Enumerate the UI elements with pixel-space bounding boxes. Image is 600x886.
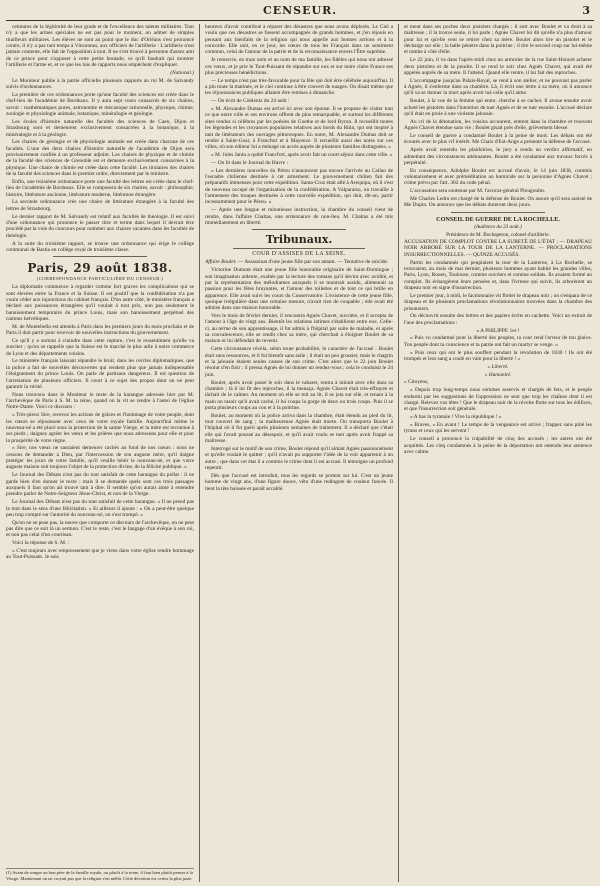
article-paragraph: « Les dernières nouvelles du Pérou n'annoncent pas encore l'arrivée au Callao de l'escadre chilienne destinée à cet armement. Le gouvernement chilien fait des préparatifs immenses pour cette expédition. Santa-Cruz était allé à Arequipa, où il s'est de nouveau occupé de l'organisation de la confédération. A Valparaiso, on travaille à l'armement des troupes destinées à cette nouvelle expédition, qui doit, dit-on, partir incessamment pour le Pérou. » — [205, 167, 393, 206]
article-paragraph: Le dernier rapport de M. Salvandy est relatif aux facultés de théologie. Il est suivi d'une ordonnance qui prononce le passer titre et terme dans lequel il devrait être procédé par la voie du concours pour nommer aux chaires vacantes dans les facultés de théologie. — [6, 213, 194, 239]
article-paragraph: Cette circonstance révéla, selon toute probabilité, le caractère de l'accusé : Boulet était sans ressources, et il fut bientôt sans asile ; il était un peu grossier, mais le chagrin et la jalousie étaient seules causes de son crime. C'est alors que le 22 juin Boulet résolut d'en finir ; il pressa Agnès de lui donner un rendez-vous ; cela le conduisit le 24 juin. — [205, 346, 393, 378]
article-paragraph: Le Moniteur publie à la partie officielle plusieurs rapports au roi M. de Salvandy suivis d'ordonnances. — [6, 77, 194, 91]
article-paragraph: Nous trouvons dans le Moniteur le texte de la harangue adressée hier par M. l'archevêque de Paris à S. M. la reine, quand on la vit se rendre à l'autel de l'église Notre-Dame. Voici ce discours : — [6, 391, 194, 411]
dateline-heading: Paris, 29 août 1838. — [27, 261, 173, 276]
article-paragraph: Interrogé sur le motif de son crime, Boulet répond qu'il aimait Agnès passionnément et qu'elle voulait le quitter ; qu'il n'avait pu supporter l'idée de la voir appartenir à un autre ; que dans cet état il a commis le crime dont il est accusé. Il témoigne un profond repentir. — [205, 445, 393, 471]
article-paragraph: « Braves, » En avant ! Le temps de la vengeance est arrivé ; frappez sans pitié les tyrans et ceux qui les servent ! — [404, 422, 592, 435]
article-paragraph: Les chaires de géologie et de physiologie animale est créée dans chacune de ces facultés. L'une des deux chaires d'histoire naturelle de l'académie de Dijon sera provisoirement confiée à un professeur adjoint. Les chaires de physique et de chimie de la faculté des sciences de Grenoble est et demeure exclusivement consacrées à la physique. Une chaire de chimie est créée dans cette faculté. Les titulaires des chaires de la faculté des sciences dans le premier ordre, directement par le ministre. — [6, 139, 194, 178]
article-paragraph: Après avoir entendu les plaidoiries, le jury a rendu un verdict affirmatif, en admettant des circonstances atténuantes. Boulet a été condamné aux travaux forcés à perpétuité. — [404, 147, 592, 166]
column-divider-1 — [199, 24, 200, 882]
correspondence-subheading: (CORRESPONDANCE PARTICULIÈRE DU CENSEUR.) — [36, 276, 164, 282]
article-paragraph: Les écoles d'histoire naturelle des facultés des sciences de Caen, Dijon et Strasbourg sont et demeurent exclusivement consacrées à la botanique, à la minéralogie et à la géologie. — [6, 118, 194, 138]
article-paragraph: Le 22 juin, il va dans l'après-midi chez un armurier de la rue Saint-Honoré acheter deux pistolets et de la poudre. Il se rend le soir chez Agnès Chavet, qui avait été appelée auprès de sa mère. Il l'attend. Quand elle rentre, il lui fait des reproches. — [404, 57, 592, 76]
proclamation-motto: « Liberté. — [487, 363, 509, 370]
article-paragraph: La diplomatie commence à regarder comme fort graves les complications qui se sont élevées entre la France et la Suisse. Il est positif que la confédération n'a pas voulu céder aux injonctions du cabinet français. D'un autre côté, le ministère français a déclaré aux puissances étrangères qu'il voulait à tout prix, non pas seulement le bannissement temporaire du prince Louis, mais son bannissement perpétuel des cantons helvétiques. — [6, 284, 194, 322]
article-paragraph: Parmi les condamnés qui peuplaient la tour de la Lanterne, à La Rochelle, se trouvaient, au mois de mai dernier, plusieurs hommes ayant habité les grandes villes, Paris, Lyon, Rouen, Toulouse, comme ouvriers et comme soldats. Ils avaient formé un complot. Ils échangèrent leurs pensées et, dans l'ivresse qui suivit, ils arborèrent un drapeau noir en signe d'insurrection. — [404, 259, 592, 291]
article-paragraph: Boulet, au moment où la police arriva dans la chambre, était étendu au pied du lit, tout couvert de sang ; la malheureuse Agnès était morte. On transporta Boulet à l'hôpital où il fut guéri après plusieurs semaines de traitement. Il a déclaré que c'était elle qui l'avait poussé au désespoir, et qu'il avait voulu se tuer après avoir frappé sa maîtresse. — [205, 412, 393, 445]
section-separator — [233, 248, 365, 249]
presidence-line: Présidence de M. Bochaperon, colonel d'artillerie. — [446, 231, 550, 238]
proclamation-motto: « Humanité. — [484, 371, 512, 378]
article-paragraph: La première de ces ordonnances porte qu'une faculté des sciences est créée dans le chef-lieu de l'académie de Bordeaux. Il y aura sept cours consacrés de six chaires, savoir : mathématiques pures, astronomie et mécanique rationnelle, physique, chimie, zoologie et physiologie animale, botanique, minéralogie et géologie. — [6, 91, 194, 117]
accusation-heading: ACCUSATION DE COMPLOT CONTRE LA SURETÉ DE L'ÉTAT ; — DRAPEAU NOIR ARBORÉ SUR LA TOUR DE LA LANTERNE. — PROCLAMATIONS INSURRECTIONNELLES. — QUINZE ACCUSÉS. — [404, 239, 592, 258]
article-paragraph: Boulet, après avoir passé le soir dans le cabaret, rentra à minuit avec elle dans sa chambre ; là il lui fit des reproches, il la menaça. Agnès Chavet était très-effrayée et tâchait de le calmer. Au moment où elle se mit au lit, il se jeta sur elle, et tenant à la main un rasoir qu'il avait caché, il lui coupa la gorge de deux ou trois coups. Puis il se porta plusieurs coups au cou et à la poitrine. — [205, 379, 393, 411]
article-paragraph: M. de Montebello est attendu à Paris dans les premiers jours du mois prochain et de Paris il doit partir pour recevoir de nouvelles instructions du gouvernement. — [6, 323, 194, 337]
audience-date: (Audience du 23 août.) — [474, 224, 522, 231]
newspaper-title: CENSEUR. — [262, 4, 338, 17]
masthead — [8, 4, 592, 20]
article-paragraph: Voici la réponse de S. M. : — [12, 540, 70, 547]
article-paragraph: « Sire, nos vœux ne sauraient demeurer cachés au fond de nos cœurs : nous ne cessons de demander à Dieu, par l'intercession de son auguste mère, qu'il daigne protéger les jours de votre famille, qu'il veuille bénir le nouveau-né, et que votre auguste maison soit toujours l'objet de la protection divine, de la félicité publique. » — [6, 445, 194, 471]
article-paragraph: Qu'on ne se pose pas, la neuve que comporte ce discours de l'archevêque, on ne peut pas dire que ce soit là un sermon. C'est le reste, c'est le langage d'un évêque à son roi, et non pas celui d'un courtisan. — [6, 519, 194, 539]
section-separator — [252, 229, 346, 230]
proclamation-heading: « A PHILIPPE 1er ! — [476, 327, 520, 334]
article-paragraph: Enfin, une troisième ordonnance porte une faculté des lettres est créée dans le chef-lieu de l'académie de Bordeaux. Elle se composera de six chaires, savoir : philosophie, histoire, littérature ancienne, littérature moderne, littérature étrangère. — [6, 178, 194, 198]
article-paragraph: Le Journal des Débats n'est pas du tout satisfait de cette harangue. « Il ne prend pas le mot dans le sens d'une félicitation. » Et ailleurs il ajoute : « On a peut-être quelque peu trop compté sur l'autorité du nouveau-né, on s'est trompé. » — [6, 499, 194, 518]
article-paragraph: Dès que l'accusé est introduit, tous les regards se portent sur lui. C'est un jeune homme de vingt ans, d'une figure douce, vêtu d'une redingote de couleur foncée. Il tient la tête baissée et paraît accablé. — [205, 472, 393, 492]
article-paragraph: et meut dans ses poches deux pistolets chargés ; il sort avec Boulet et va droit à sa maîtresse ; il la trouve seule, il lui parle ; Agnès Chavet lui dit qu'elle n'a plus d'amour pour lui et qu'elle veut se retirer chez sa mère. Boulet alors tire un pistolet et le décharge sur elle ; la balle pénètre dans la poitrine ; il tire le second coup sur lui-même et tombe à côté d'elle. — [404, 24, 592, 56]
article-paragraph: A la suite du troisième rapport, se trouve une ordonnance qui érige le collège communal de Bastia en collège royal de troisième classe. — [6, 240, 194, 253]
article-paragraph: On découvrit ensuite des lettres et des papiers écrits en cachette. Voici un extrait de l'une des proclamations : — [404, 313, 592, 326]
article-paragraph: La seconde ordonnance crée une chaire de littérature étrangère à la faculté des lettres de Strasbourg. — [6, 199, 194, 212]
court-heading: COUR D'ASSISES DE LA SEINE. — [252, 251, 346, 258]
article-paragraph: « Puis ceux qui ont le plus souffert pendant la révolution de 1830 ! Ils ont été trompés et leur sang a coulé en vain pour la liberté ! » — [404, 349, 592, 362]
article-paragraph: Ce qu'il y a surtout à craindre dans cette rupture, c'est le ressentiment qu'elle va susciter ; qu'on se rappelle que la Suisse est le marché le plus utile à notre commerce de Lyon et des départements voisins. — [6, 337, 194, 357]
column-1 — [6, 24, 194, 884]
article-paragraph: « M. Jules Janin a quitté Francfort, après avoir fait un court séjour dans cette ville. » — [211, 152, 393, 159]
article-paragraph: — On écrit de Coblentz du 24 août : — [211, 98, 290, 105]
proclamation-salutation: « Citoyens, — [404, 379, 429, 386]
conseil-heading: CONSEIL DE GUERRE DE LA ROCHELLE. — [436, 215, 560, 223]
article-paragraph: « Depuis trop long-temps nous sommes asservis et chargés de fers, et le peuple endormi par les suggestions de l'oppression ne sent que trop les chaînes dont il est chargé. Relevez vos têtes ! Que le drapeau noir de la révolte flotte sur tous les édifices, et que l'insurrection soit générale. — [404, 387, 592, 413]
article-paragraph: L'accompagne jusqu'au Palais-Royal, se rend à son atelier, et ne pouvant pas parler à Agnès, il s'enferme dans sa chambre. Là, il écrit une lettre à sa mère, où il annonce qu'il va se donner la mort après avoir tué celle qu'il aime. — [404, 77, 592, 97]
footnote: (1) Avant de songer au bon père de la famille royale, ou plutôt à la reine, il faut bien plutôt penser à la Vierge. Maintenant on ne croyait pas que la religion s'en mêlât. Cette dévotion est certes la plus juste. — [6, 870, 193, 881]
article-paragraph: — Le temps n'est pas très-favorable pour la fête qui doit être célébrée aujourd'hui. Il a plu toute la matinée, et le ciel continue à être couvert de nuages. On disait même que les réjouissances publiques allaient être remises à dimanche. — [205, 77, 393, 97]
article-paragraph: Au cri de la détonation, les voisins accourent, entrent dans la chambre et trouvent Agnès Chavet étendue sans vie ; Boulet gisait près d'elle, grièvement blessé. — [404, 118, 592, 132]
article-paragraph: — Après une longue et minutieuse instruction, la chambre du conseil vient de rendre, dans l'affaire Chaltas, une ordonnance de non-lieu. M. Chaltas a été mis immédiatement en liberté. — [205, 207, 393, 226]
article-paragraph: En conséquence, Adolphe Boulet est accusé d'avoir, le 14 juin 1838, commis volontairement et avec préméditation un homicide sur la personne d'Agnès Chavet ; crime prévu par l'art. 302 du code pénal. — [404, 167, 592, 187]
article-paragraph: Me Charles Ledru est chargé de la défense de Boulet. On assure qu'il sera assisté de Me Dupin. On annonce que les débats dureront deux jours. — [404, 196, 592, 209]
article-paragraph: Victorine Dumont était une jeune fille honorable originaire de Saint-Domingue ; son imagination ardente, exaltée par la lecture des romans qu'il devint avec avidité, et par la représentation des mélodrames auxquels il se montrait assidu, alimentait sa passion pour les fêtes bruyantes, et l'amour des toilettes et de tout ce qui brille en apparence. Elle avait suivi les cours du Conservatoire. L'existence de cette jeune fille, quoique irrégulière dans une certaine mesure, n'avait rien de coupable ; elle avait été admise dans une maison honorable. — [205, 267, 393, 312]
article-paragraph: L'accusation sera soutenue par M. l'avocat-général Plougoulm. — [410, 188, 546, 195]
article-paragraph: heureux d'avoir contribué à réparer des désastres que nous avons déplorés. Le Ciel a voulu que ces désastres se fussent accompagnés de grands hommes, et j'en réjouis en pensant aux bienfaits de la religion qui nous appelle aux bonnes actions et à la concorde. Elle unit, en ce jour, les cœurs de tous les Français dans un sentiment commun, celui de l'amour de la patrie et de la reconnaissance envers l'Être suprême. — [205, 24, 393, 56]
article-paragraph: Le premier jour, à midi, le factionnaire vit flotter le drapeau noir ; on s'empara de ce drapeau et de plusieurs proclamations révolutionnaires trouvées dans la chambre des prisonniers. — [404, 292, 592, 312]
section-separator — [451, 212, 545, 213]
article-paragraph: « C'est toujours avec empressement que je viens dans votre église rendre hommage au Tout-Puissant. Je suis — [6, 548, 194, 561]
article-paragraph: Le conseil a prononcé la culpabilité de cinq des accusés ; les autres ont été acquittés. Les cinq condamnés à la peine de la déportation ont entendu leur sentence avec calme. — [404, 436, 592, 455]
article-paragraph: « Très-pieux Sire, recevez les actions de grâces et l'hommage de votre peuple, dont les cœurs se réjouissent avec ceux de votre royale famille. Aujourd'hui même le nouveau-né a été placé sous la protection de la sainte Vierge, et la mère est reconnue à ses pieds ; daignez agréer les vœux et les prières que nous adressons pour elle et pour la prospérité de votre règne. — [6, 412, 194, 444]
header-rule — [6, 20, 594, 21]
column-3 — [404, 24, 592, 884]
tribunaux-heading: Tribunaux. — [265, 233, 333, 247]
article-paragraph: « A bas la tyrannie ! Vive la république ! » — [410, 414, 502, 421]
article-paragraph: ceintures de la légitimité de leur grade et de l'excellence des talents militaires. Tout n'y a que les armes spéciales ne est pas pour le moment, on admet de simples tirailleurs militaires. Les élèves ne sont au point que le duc d'Orléans s'est prononcé contre, il n'y a pas tant temps à Vincennes, aux officiers de l'artillerie : L'artillerie n'est jamais contente, elle fait de l'opposition à tout. Il ne s'est trouvé à personne d'assez ami de ce prince pour s'opposer à cette petite boutade, ce qu'il faudrait qui montrer l'artillerie et l'arme et, et ce que les lois de rapports nous empêchent d'expliquer. — [6, 24, 194, 69]
article-paragraph: Je remercie, en mon nom et au nom de ma famille, les fidèles qui nous ont adressé ces vœux, et je prie le Tout-Puissant de répandre sur eux et sur notre chère France ses plus précieuses bénédictions. — [205, 57, 393, 76]
article-paragraph: Le ministère français laissant répandre le bruit, dans les cercles diplomatiques, que la police a fait de nouvelles découvertes qui rendent plus que jamais indispensable l'éloignement du prince Louis. On parle de partisans dangereux. Il est question de l'arrestation de plusieurs officiers. Il court à ce sujet des propos dont on ne peut garantir la vérité. — [6, 358, 194, 390]
source-attribution: (National.) — [170, 69, 194, 76]
page-number: 3 — [582, 4, 590, 17]
article-paragraph: Vers le mois de février dernier, il rencontra Agnès Chavet, ouvrière, et il accepta de l'amour à l'âge de vingt ans. Bientôt les relations intimes s'établirent entre eux. Celle-ci, au terme de son apprentissage, il fut admis à l'hôpital par suite de maladie, et après sa convalescence, elle se rendit chez sa mère, qui cherchait à éloigner Boulet de sa maison et lui défendait de revenir. — [205, 313, 393, 345]
article-paragraph: « M. Alexandre Dumas est arrivé ici avec son épouse. Il se propose de visiter tout ce que notre ville et ses environs offrent de plus remarquable, et surtout les différents sites rendus si célèbres par les poésies de Goethe et de lord Byron. Il recueillit toutes les légendes et les croyances populaires relatives aux bords du Rhin, qui ont inspiré à tant de littérateurs des ouvrages pittoresques. En outre, M. Alexandre Dumas doit se rendre à Saint-Goar, à Francfort et à Mayence. Il recueillit aussi des notes sur ces villes, où son éditeur lui a ménagé un accès auprès de plusieurs familles distinguées. » — [205, 106, 393, 151]
article-paragraph: Le conseil de guerre a condamné Boulet à la peine de mort. Les débats ont été écoutés avec le plus vif intérêt. Me Chaix d'Est-Ange a présenté la défense de l'accusé. — [404, 133, 592, 146]
column-2 — [205, 24, 393, 884]
article-paragraph: « Puis vu condamné pour la liberté des peuples, ta cour rend l'erreur de ton glaive. Ton peuple dont ta conscience et ta patrie ont fait un martyr se venge. » — [404, 335, 592, 348]
article-paragraph: — On lit dans le Journal du Havre : — [211, 159, 288, 166]
affaire-label: Affaire Boulet. — [205, 259, 237, 266]
section-separator — [53, 256, 147, 257]
article-paragraph: Boulet, à la vue de la femme qui entre, cherche à se cacher. Il avoue ensuite avoir acheté les pistolets dans l'intention de tuer Agnès et de se tuer ensuite. L'accusé déclare qu'il était en proie à une violente jalousie. — [404, 98, 592, 117]
column-divider-2 — [398, 24, 399, 882]
article-paragraph: Le Journal des Débats n'est pas du tout satisfait de cette harangue du prélat : il ne garde bien d'en donner le texte ; mais il se demande quels sont ces trois passages auxquels il faut qu'on ait trouvé tant à dire. Il semble qu'on aurait aimé à entendre prendre parler de Notre-Seigneur Jésus-Christ, et non de la Vierge. — [6, 472, 194, 498]
affaire-summary: — Assassinat d'une jeune fille par son amant. — Tentative de suicide. — [237, 259, 389, 266]
